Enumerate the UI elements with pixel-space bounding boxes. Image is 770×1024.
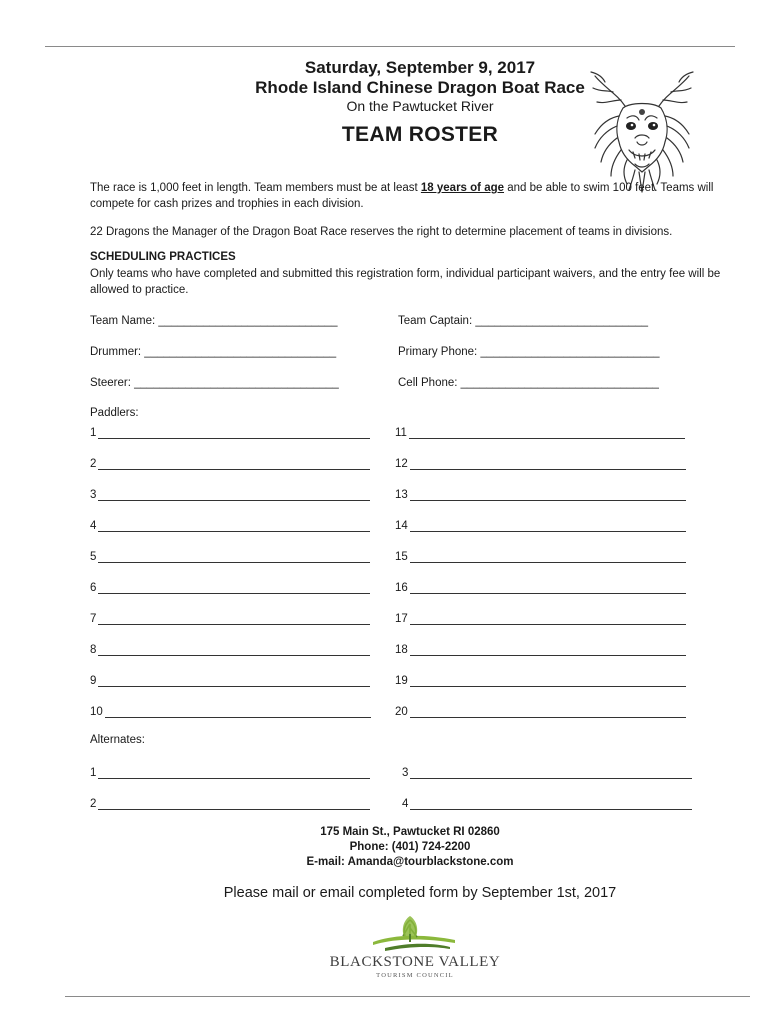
cell-phone-field[interactable]: Cell Phone: _______________________________	[398, 377, 659, 389]
paddler-name-line[interactable]	[98, 582, 370, 594]
paddler-number: 6	[90, 582, 97, 594]
logo-subtitle: TOURISM COUNCIL	[376, 972, 454, 979]
paddler-name-line[interactable]	[98, 520, 370, 532]
paddler-number: 19	[395, 675, 408, 687]
paddler-number: 2	[90, 458, 97, 470]
race-description-text: The race is 1,000 feet in length. Team members must be at least	[90, 182, 421, 194]
alternate-name-line[interactable]	[410, 767, 692, 779]
mail-deadline-note: Please mail or email completed form by September 1st, 2017	[223, 885, 617, 901]
paddler-row-9[interactable]	[90, 671, 370, 687]
alternate-number: 1	[90, 767, 97, 779]
top-rule	[45, 46, 735, 47]
alternate-row-4[interactable]	[402, 794, 692, 810]
drummer-field[interactable]: Drummer: ______________________________	[90, 346, 337, 358]
race-description-text-end: and be able to swim 100 feet. Teams will compete for cash prizes and trophies in each division.	[90, 182, 714, 210]
alternate-row-1[interactable]	[90, 763, 370, 779]
paddler-row-1[interactable]	[90, 423, 370, 439]
paddler-number: 10	[90, 706, 103, 718]
paddler-row-3[interactable]	[90, 485, 370, 501]
event-date: Saturday, September 9, 2017	[304, 58, 536, 77]
paddler-number: 7	[90, 613, 97, 625]
paddler-name-line[interactable]	[98, 613, 370, 625]
paddler-name-line[interactable]	[98, 675, 370, 687]
scheduling-heading: SCHEDULING PRACTICES	[90, 251, 236, 263]
tree-landscape-icon	[315, 910, 515, 954]
paddler-name-line[interactable]	[410, 706, 686, 718]
paddler-name-line[interactable]	[105, 706, 371, 718]
logo-name: BLACKSTONE VALLEY	[329, 954, 501, 970]
blackstone-valley-logo	[315, 910, 515, 982]
paddler-row-16[interactable]	[395, 578, 686, 594]
paddler-number: 13	[395, 489, 408, 501]
paddler-row-10[interactable]	[90, 702, 371, 718]
paddler-name-line[interactable]	[410, 520, 686, 532]
paddler-name-line[interactable]	[98, 644, 370, 656]
paddler-row-17[interactable]	[395, 609, 686, 625]
alternate-number: 2	[90, 798, 97, 810]
alternate-number: 4	[402, 798, 409, 810]
paddler-name-line[interactable]	[410, 551, 686, 563]
alternate-row-3[interactable]	[402, 763, 692, 779]
team-name-field[interactable]: Team Name: ____________________________	[90, 315, 338, 327]
paddler-number: 8	[90, 644, 97, 656]
race-description	[90, 180, 735, 212]
email[interactable]: E-mail: Amanda@tourblackstone.com	[306, 856, 514, 868]
paddler-row-15[interactable]	[395, 547, 686, 563]
scheduling-text: Only teams who have completed and submitted this registration form, individual participant waivers, and the entry fee will be allowed to practice.	[90, 268, 721, 296]
paddler-number: 16	[395, 582, 408, 594]
paddler-row-4[interactable]	[90, 516, 370, 532]
primary-phone-field[interactable]: Primary Phone: ____________________________	[398, 346, 660, 358]
paddler-number: 1	[90, 427, 97, 439]
paddler-row-19[interactable]	[395, 671, 686, 687]
paddler-name-line[interactable]	[410, 489, 686, 501]
team-captain-field[interactable]: Team Captain: ___________________________	[398, 315, 649, 327]
paddler-number: 18	[395, 644, 408, 656]
paddler-name-line[interactable]	[410, 644, 686, 656]
paddler-number: 11	[395, 427, 407, 439]
paddler-row-8[interactable]	[90, 640, 370, 656]
contact-info	[200, 825, 620, 870]
alternate-row-2[interactable]	[90, 794, 370, 810]
event-location: On the Pawtucket River	[346, 98, 494, 114]
paddler-name-line[interactable]	[98, 427, 370, 439]
address: 175 Main St., Pawtucket RI 02860	[320, 826, 500, 838]
paddler-name-line[interactable]	[98, 551, 370, 563]
paddler-name-line[interactable]	[409, 427, 685, 439]
paddler-number: 15	[395, 551, 408, 563]
paddler-number: 4	[90, 520, 97, 532]
paddler-number: 17	[395, 613, 408, 625]
paddler-name-line[interactable]	[410, 582, 686, 594]
paddler-row-5[interactable]	[90, 547, 370, 563]
paddler-row-7[interactable]	[90, 609, 370, 625]
paddler-number: 9	[90, 675, 97, 687]
paddler-row-6[interactable]	[90, 578, 370, 594]
paddler-name-line[interactable]	[98, 458, 370, 470]
steerer-field[interactable]: Steerer: ________________________________	[90, 377, 339, 389]
alternate-name-line[interactable]	[410, 798, 692, 810]
paddler-row-12[interactable]	[395, 454, 686, 470]
paddler-number: 3	[90, 489, 97, 501]
paddler-name-line[interactable]	[410, 675, 686, 687]
phone: Phone: (401) 724-2200	[349, 841, 471, 853]
alternate-number: 3	[402, 767, 409, 779]
alternate-name-line[interactable]	[98, 798, 370, 810]
paddler-row-11[interactable]	[395, 423, 685, 439]
paddlers-label: Paddlers:	[90, 407, 139, 419]
paddler-number: 5	[90, 551, 97, 563]
page-title: TEAM ROSTER	[341, 123, 499, 146]
paddler-row-2[interactable]	[90, 454, 370, 470]
event-name: Rhode Island Chinese Dragon Boat Race	[255, 78, 585, 97]
paddler-row-14[interactable]	[395, 516, 686, 532]
paddler-name-line[interactable]	[410, 458, 686, 470]
paddler-row-18[interactable]	[395, 640, 686, 656]
paddler-number: 12	[395, 458, 408, 470]
paddler-row-20[interactable]	[395, 702, 686, 718]
paddler-row-13[interactable]	[395, 485, 686, 501]
dragon-head-icon	[583, 68, 701, 198]
alternate-name-line[interactable]	[98, 767, 370, 779]
paddler-name-line[interactable]	[98, 489, 370, 501]
paddler-number: 14	[395, 520, 408, 532]
age-requirement: 18 years of age	[420, 182, 505, 194]
division-notice: 22 Dragons the Manager of the Dragon Boat Race reserves the right to determine placement of teams in divisions.	[90, 226, 673, 238]
alternates-label: Alternates:	[90, 734, 145, 746]
paddler-number: 20	[395, 706, 408, 718]
bottom-rule	[65, 996, 750, 997]
paddler-name-line[interactable]	[410, 613, 686, 625]
